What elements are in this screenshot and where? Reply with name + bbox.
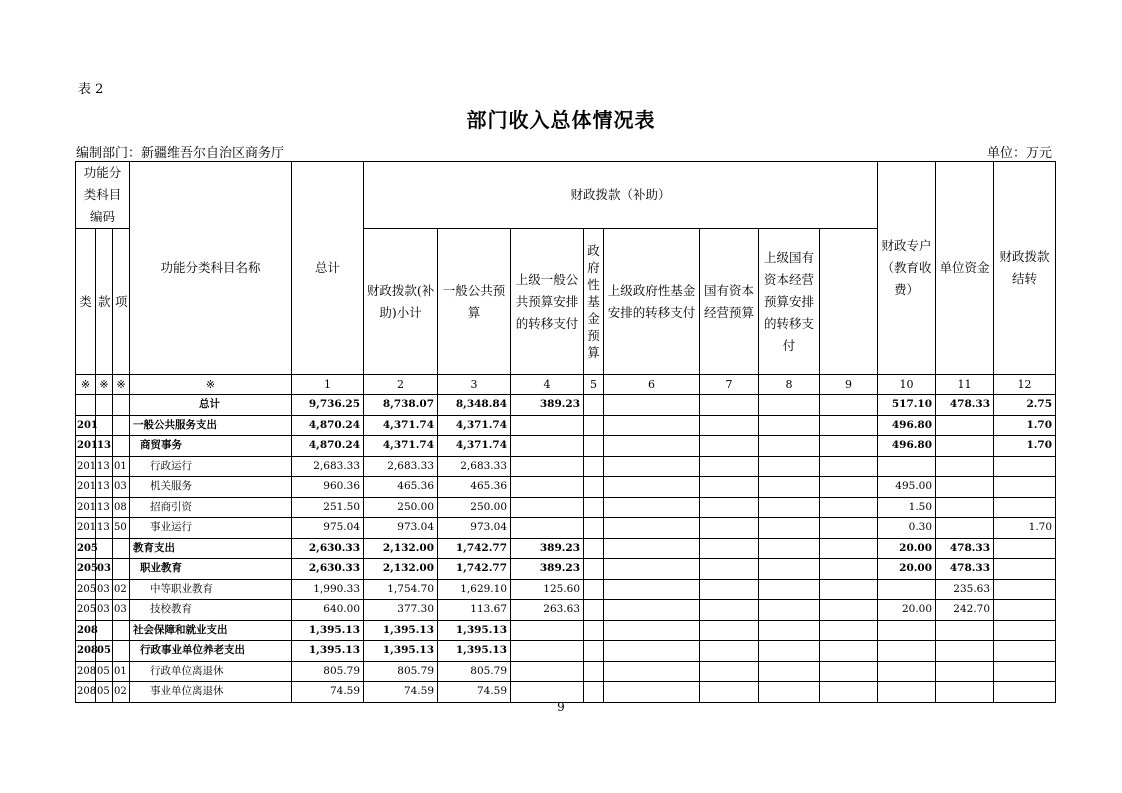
value-cell: 640.00 [292, 600, 364, 621]
value-cell [604, 477, 700, 498]
value-cell [820, 559, 878, 580]
code-lei-cell: 208 [76, 641, 96, 662]
table-row [76, 497, 1056, 518]
value-cell: 1,742.77 [438, 559, 511, 580]
mark-cell: 11 [936, 375, 994, 395]
value-cell [994, 477, 1056, 498]
code-xiang-cell: 08 [113, 497, 130, 518]
code-lei-cell: 201 [76, 456, 96, 477]
value-cell: 2,630.33 [292, 538, 364, 559]
value-cell [584, 661, 604, 682]
value-cell [878, 661, 936, 682]
value-cell [604, 661, 700, 682]
mark-cell: ※ [96, 375, 113, 395]
value-cell [604, 538, 700, 559]
value-cell: 805.79 [364, 661, 438, 682]
code-lei-cell: 205 [76, 538, 96, 559]
value-cell: 263.63 [511, 600, 584, 621]
table-row [76, 538, 1056, 559]
value-cell: 9,736.25 [292, 395, 364, 416]
code-lei-cell: 201 [76, 518, 96, 539]
code-lei-cell: 201 [76, 477, 96, 498]
code-kuan-cell: 05 [96, 661, 113, 682]
value-cell: 465.36 [364, 477, 438, 498]
value-cell: 1.70 [994, 518, 1056, 539]
value-cell: 496.80 [878, 436, 936, 457]
mark-cell: 9 [820, 375, 878, 395]
value-cell [994, 661, 1056, 682]
value-cell [511, 518, 584, 539]
value-cell: 1,395.13 [292, 641, 364, 662]
code-lei-cell: 201 [76, 436, 96, 457]
code-kuan-cell: 05 [96, 682, 113, 703]
value-cell: 1,395.13 [438, 641, 511, 662]
code-xiang-cell: 02 [113, 579, 130, 600]
mark-cell: 1 [292, 375, 364, 395]
code-lei-cell: 208 [76, 661, 96, 682]
value-cell [759, 579, 820, 600]
value-cell: 125.60 [511, 579, 584, 600]
subject-name-cell: 职业教育 [130, 559, 292, 580]
value-cell [700, 559, 759, 580]
value-cell [759, 641, 820, 662]
value-cell: 2,132.00 [364, 538, 438, 559]
value-cell: 2,683.33 [364, 456, 438, 477]
value-cell [604, 518, 700, 539]
value-cell: 478.33 [936, 559, 994, 580]
value-cell [759, 518, 820, 539]
value-cell: 74.59 [364, 682, 438, 703]
page-number: 9 [557, 700, 565, 714]
value-cell: 4,371.74 [438, 415, 511, 436]
value-cell [604, 620, 700, 641]
value-cell [700, 579, 759, 600]
table-row [76, 395, 1056, 416]
value-cell: 4,371.74 [364, 415, 438, 436]
header-upper-general-transfer: 上级一般公共预算安排的转移支付 [511, 229, 584, 375]
department-label: 编制部门：新疆维吾尔自治区商务厅 [76, 146, 285, 161]
code-lei-cell: 201 [76, 497, 96, 518]
value-cell [878, 641, 936, 662]
value-cell [759, 415, 820, 436]
value-cell: 975.04 [292, 518, 364, 539]
value-cell: 8,348.84 [438, 395, 511, 416]
value-cell [820, 682, 878, 703]
value-cell [878, 620, 936, 641]
value-cell [700, 456, 759, 477]
code-kuan-cell: 13 [96, 456, 113, 477]
value-cell [820, 600, 878, 621]
value-cell [820, 620, 878, 641]
header-upper-state-capital-transfer: 上级国有资本经营预算安排的转移支付 [759, 229, 820, 375]
value-cell [820, 497, 878, 518]
value-cell [511, 436, 584, 457]
value-cell [878, 682, 936, 703]
value-cell [759, 559, 820, 580]
header-lei: 类 [76, 229, 96, 375]
value-cell [584, 538, 604, 559]
value-cell: 1,990.33 [292, 579, 364, 600]
value-cell: 2,132.00 [364, 559, 438, 580]
code-kuan-cell: 13 [96, 477, 113, 498]
value-cell [994, 559, 1056, 580]
header-fiscal-subtotal: 财政拨款(补助)小计 [364, 229, 438, 375]
subject-name-cell: 教育支出 [130, 538, 292, 559]
value-cell [584, 395, 604, 416]
value-cell [936, 456, 994, 477]
value-cell: 74.59 [438, 682, 511, 703]
code-xiang-cell: 01 [113, 661, 130, 682]
value-cell [584, 620, 604, 641]
value-cell: 478.33 [936, 538, 994, 559]
subject-name-cell: 行政事业单位养老支出 [130, 641, 292, 662]
value-cell [936, 436, 994, 457]
value-cell [584, 456, 604, 477]
table-row [76, 456, 1056, 477]
subject-name-cell: 中等职业教育 [130, 579, 292, 600]
value-cell: 1,742.77 [438, 538, 511, 559]
value-cell: 20.00 [878, 538, 936, 559]
value-cell [936, 620, 994, 641]
value-cell [994, 579, 1056, 600]
header-state-capital-budget: 国有资本经营预算 [700, 229, 759, 375]
value-cell: 517.10 [878, 395, 936, 416]
code-kuan-cell: 13 [96, 436, 113, 457]
code-kuan-cell [96, 415, 113, 436]
header-code-group: 功能分类科目编码 [76, 162, 130, 229]
value-cell [936, 477, 994, 498]
header-upper-gov-fund-transfer: 上级政府性基金安排的转移支付 [604, 229, 700, 375]
value-cell [820, 579, 878, 600]
value-cell [700, 395, 759, 416]
value-cell [604, 682, 700, 703]
income-summary-table [75, 161, 1056, 703]
value-cell [604, 641, 700, 662]
value-cell [584, 579, 604, 600]
value-cell [936, 661, 994, 682]
value-cell [759, 600, 820, 621]
code-xiang-cell [113, 559, 130, 580]
value-cell: 960.36 [292, 477, 364, 498]
table-row [76, 477, 1056, 498]
code-kuan-cell: 03 [96, 579, 113, 600]
column-number-row [76, 375, 1056, 395]
code-lei-cell: 208 [76, 620, 96, 641]
value-cell: 20.00 [878, 559, 936, 580]
mark-cell: 5 [584, 375, 604, 395]
value-cell: 250.00 [438, 497, 511, 518]
header-general-budget: 一般公共预算 [438, 229, 511, 375]
mark-cell: 12 [994, 375, 1056, 395]
value-cell [584, 682, 604, 703]
code-xiang-cell: 01 [113, 456, 130, 477]
code-kuan-cell: 05 [96, 641, 113, 662]
mark-cell: ※ [113, 375, 130, 395]
value-cell [994, 497, 1056, 518]
code-lei-cell: 205 [76, 600, 96, 621]
value-cell [759, 538, 820, 559]
mark-cell: 3 [438, 375, 511, 395]
value-cell [994, 456, 1056, 477]
code-lei-cell: 201 [76, 415, 96, 436]
value-cell: 242.70 [936, 600, 994, 621]
code-xiang-cell: 50 [113, 518, 130, 539]
value-cell [700, 600, 759, 621]
value-cell [878, 579, 936, 600]
subject-name-cell: 技校教育 [130, 600, 292, 621]
value-cell [700, 538, 759, 559]
mark-cell: ※ [76, 375, 96, 395]
value-cell [604, 600, 700, 621]
value-cell: 113.67 [438, 600, 511, 621]
subject-name-cell: 事业单位离退休 [130, 682, 292, 703]
value-cell [604, 415, 700, 436]
header-kuan: 款 [96, 229, 113, 375]
value-cell [700, 620, 759, 641]
value-cell: 1,629.10 [438, 579, 511, 600]
table-row [76, 661, 1056, 682]
value-cell: 1.50 [878, 497, 936, 518]
mark-cell: 6 [604, 375, 700, 395]
value-cell [700, 477, 759, 498]
subject-name-cell: 一般公共服务支出 [130, 415, 292, 436]
value-cell: 973.04 [364, 518, 438, 539]
mark-cell: 7 [700, 375, 759, 395]
value-cell [936, 497, 994, 518]
code-lei-cell: 208 [76, 682, 96, 703]
header-fiscal-carryover: 财政拨款结转 [994, 162, 1056, 375]
value-cell [700, 682, 759, 703]
mark-cell: 4 [511, 375, 584, 395]
value-cell [820, 661, 878, 682]
header-unit-funds: 单位资金 [936, 162, 994, 375]
value-cell [584, 518, 604, 539]
value-cell [584, 559, 604, 580]
value-cell: 1.70 [994, 415, 1056, 436]
value-cell [584, 436, 604, 457]
subject-name-cell: 行政单位离退休 [130, 661, 292, 682]
mark-cell: 8 [759, 375, 820, 395]
value-cell [511, 620, 584, 641]
subject-name-cell: 总计 [130, 395, 292, 416]
value-cell: 2.75 [994, 395, 1056, 416]
table-row [76, 579, 1056, 600]
value-cell [936, 682, 994, 703]
value-cell [511, 682, 584, 703]
subject-name-cell: 商贸事务 [130, 436, 292, 457]
code-kuan-cell: 13 [96, 497, 113, 518]
code-xiang-cell [113, 415, 130, 436]
value-cell: 496.80 [878, 415, 936, 436]
code-kuan-cell: 03 [96, 600, 113, 621]
value-cell [994, 600, 1056, 621]
value-cell [878, 456, 936, 477]
value-cell [584, 477, 604, 498]
subject-name-cell: 社会保障和就业支出 [130, 620, 292, 641]
value-cell [936, 641, 994, 662]
value-cell: 478.33 [936, 395, 994, 416]
code-kuan-cell: 13 [96, 518, 113, 539]
table-row [76, 682, 1056, 703]
value-cell: 20.00 [878, 600, 936, 621]
value-cell [759, 395, 820, 416]
code-lei-cell: 205 [76, 559, 96, 580]
value-cell: 2,683.33 [292, 456, 364, 477]
header-gov-fund-budget: 政府性基金预算 [584, 229, 604, 375]
value-cell [820, 538, 878, 559]
value-cell [604, 497, 700, 518]
value-cell: 1,754.70 [364, 579, 438, 600]
value-cell [700, 661, 759, 682]
code-xiang-cell [113, 620, 130, 641]
value-cell: 250.00 [364, 497, 438, 518]
header-special-account: 财政专户（教育收费） [878, 162, 936, 375]
code-lei-cell: 205 [76, 579, 96, 600]
code-xiang-cell: 03 [113, 477, 130, 498]
value-cell: 2,683.33 [438, 456, 511, 477]
value-cell [511, 661, 584, 682]
value-cell [700, 518, 759, 539]
table-row [76, 518, 1056, 539]
value-cell [759, 436, 820, 457]
value-cell [604, 436, 700, 457]
code-kuan-cell [96, 538, 113, 559]
mark-cell: 10 [878, 375, 936, 395]
value-cell [700, 641, 759, 662]
value-cell: 4,870.24 [292, 436, 364, 457]
value-cell: 973.04 [438, 518, 511, 539]
value-cell [584, 600, 604, 621]
value-cell: 235.63 [936, 579, 994, 600]
code-lei-cell [76, 395, 96, 416]
table-row [76, 415, 1056, 436]
value-cell [759, 620, 820, 641]
code-xiang-cell [113, 395, 130, 416]
value-cell [700, 497, 759, 518]
value-cell: 805.79 [438, 661, 511, 682]
subject-name-cell: 招商引资 [130, 497, 292, 518]
subject-name-cell: 行政运行 [130, 456, 292, 477]
code-kuan-cell [96, 620, 113, 641]
table-row [76, 559, 1056, 580]
value-cell: 74.59 [292, 682, 364, 703]
value-cell [820, 395, 878, 416]
value-cell [584, 415, 604, 436]
value-cell [604, 395, 700, 416]
value-cell [511, 497, 584, 518]
value-cell [820, 477, 878, 498]
value-cell [584, 497, 604, 518]
value-cell [511, 477, 584, 498]
value-cell: 4,371.74 [438, 436, 511, 457]
value-cell: 0.30 [878, 518, 936, 539]
value-cell: 2,630.33 [292, 559, 364, 580]
value-cell: 8,738.07 [364, 395, 438, 416]
value-cell [820, 415, 878, 436]
value-cell [994, 641, 1056, 662]
value-cell: 377.30 [364, 600, 438, 621]
header-total: 总计 [292, 162, 364, 375]
value-cell [994, 538, 1056, 559]
value-cell [511, 456, 584, 477]
value-cell [759, 682, 820, 703]
subject-name-cell: 事业运行 [130, 518, 292, 539]
code-xiang-cell [113, 436, 130, 457]
page-title: 部门收入总体情况表 [466, 108, 656, 132]
value-cell: 805.79 [292, 661, 364, 682]
value-cell: 251.50 [292, 497, 364, 518]
subject-name-cell: 机关服务 [130, 477, 292, 498]
value-cell [820, 518, 878, 539]
header-subject-name: 功能分类科目名称 [130, 162, 292, 375]
table-row [76, 436, 1056, 457]
value-cell [759, 456, 820, 477]
value-cell [994, 620, 1056, 641]
table-number: 表 2 [78, 82, 104, 97]
value-cell: 465.36 [438, 477, 511, 498]
code-xiang-cell [113, 641, 130, 662]
value-cell [820, 436, 878, 457]
value-cell: 1,395.13 [292, 620, 364, 641]
value-cell: 4,371.74 [364, 436, 438, 457]
value-cell [936, 415, 994, 436]
value-cell [994, 682, 1056, 703]
value-cell: 1,395.13 [364, 620, 438, 641]
value-cell [759, 497, 820, 518]
value-cell [936, 518, 994, 539]
table-row [76, 641, 1056, 662]
value-cell: 495.00 [878, 477, 936, 498]
value-cell: 389.23 [511, 538, 584, 559]
value-cell: 389.23 [511, 395, 584, 416]
value-cell [820, 641, 878, 662]
code-kuan-cell: 03 [96, 559, 113, 580]
mark-cell: 2 [364, 375, 438, 395]
value-cell [820, 456, 878, 477]
value-cell [759, 477, 820, 498]
value-cell [604, 579, 700, 600]
value-cell: 1,395.13 [364, 641, 438, 662]
value-cell [700, 436, 759, 457]
code-kuan-cell [96, 395, 113, 416]
value-cell [604, 456, 700, 477]
value-cell [604, 559, 700, 580]
value-cell [700, 415, 759, 436]
mark-cell: ※ [130, 375, 292, 395]
value-cell [759, 661, 820, 682]
value-cell: 1.70 [994, 436, 1056, 457]
value-cell: 389.23 [511, 559, 584, 580]
value-cell [511, 415, 584, 436]
code-xiang-cell: 02 [113, 682, 130, 703]
value-cell: 1,395.13 [438, 620, 511, 641]
header-fiscal-group: 财政拨款（补助） [364, 162, 878, 229]
table-row [76, 620, 1056, 641]
header-xiang: 项 [113, 229, 130, 375]
value-cell [511, 641, 584, 662]
value-cell [584, 641, 604, 662]
code-xiang-cell [113, 538, 130, 559]
table-row [76, 600, 1056, 621]
value-cell: 4,870.24 [292, 415, 364, 436]
unit-label: 单位：万元 [986, 146, 1052, 161]
code-xiang-cell: 03 [113, 600, 130, 621]
